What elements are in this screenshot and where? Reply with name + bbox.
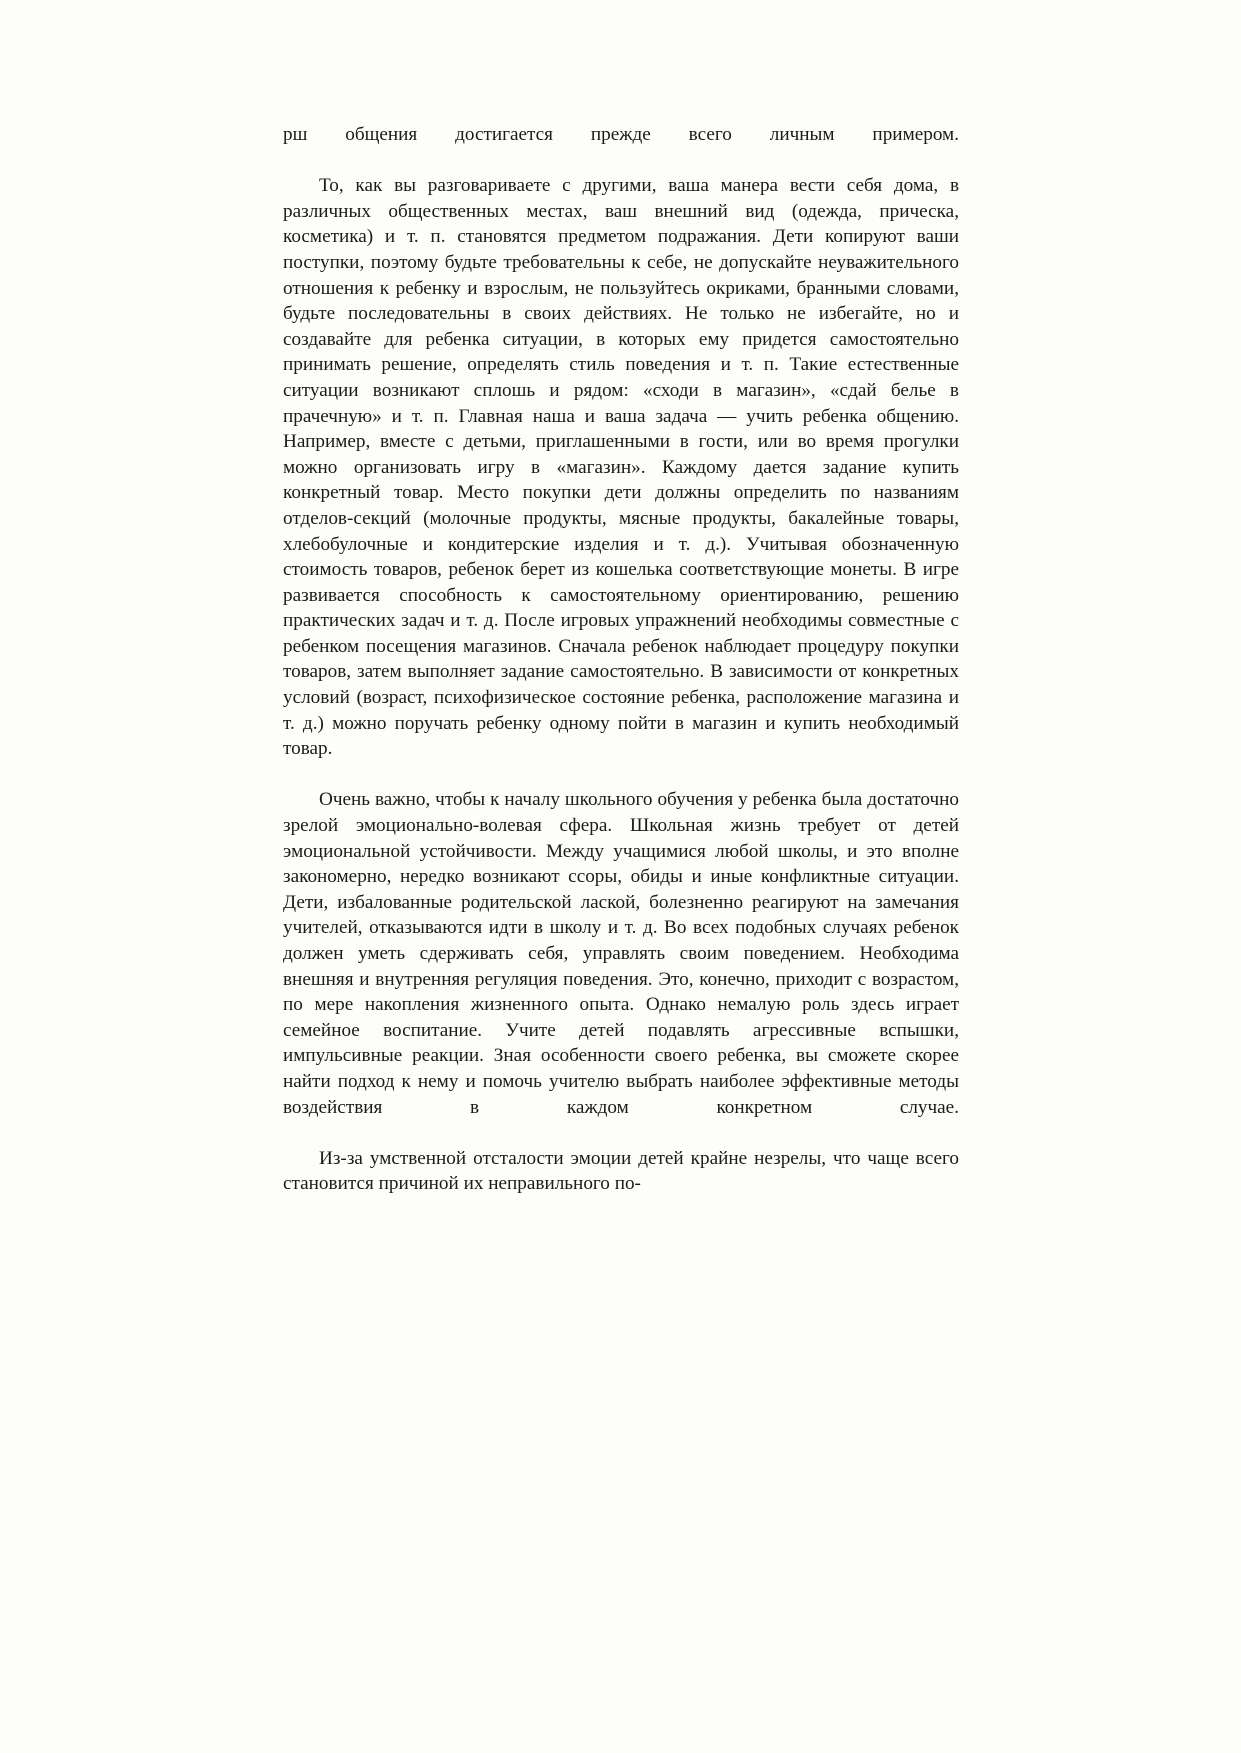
paragraph-continued: рш общения достигается прежде всего личным примером.: [283, 124, 959, 145]
paragraph-immaturity: Из-за умственной отсталости эмоции детей крайне незрелы, что чаще всего становится причиной их неправильного по-: [283, 1147, 959, 1195]
body-text-column: [283, 122, 959, 1197]
paragraph-imitation: То, как вы разговариваете с другими, ваша манера вести себя дома, в различных общественных местах, ваш внешний вид (одежда, прическа, косметика) и т. п. становятся предметом подражания. Дети копируют ваши поступки, поэтому будьте требовательны к себе, не допускайте неуважительного отношения к ребенку и взрослым, не пользуйтесь окриками, бранными словами, будьте последовательны в своих действиях. Не только не избегайте, но и создавайте для ребенка ситуации, в которых ему придется самостоятельно принимать решение, определять стиль поведения и т. п. Такие естественные ситуации возникают сплошь и рядом: «сходи в магазин», «сдай белье в прачечную» и т. п. Главная наша и ваша задача — учить ребенка общению. Например, вместе с детьми, приглашенными в гости, или во время прогулки можно организовать игру в «магазин». Каждому дается задание купить конкретный товар. Место покупки дети должны определить по названиям отделов-секций (молочные продукты, мясные продукты, бакалейные товары, хлебобулочные и кондитерские изделия и т. д.). Учитывая обозначенную стоимость товаров, ребенок берет из кошелька соответствующие монеты. В игре развивается способность к самостоятельному ориентированию, решению практических задач и т. д. После игровых упражнений необходимы совместные с ребенком посещения магазинов. Сначала ребенок наблюдает процедуру покупки товаров, затем выполняет задание самостоятельно. В зависимости от конкретных условий (возраст, психофизическое состояние ребенка, расположение магазина и т. д.) можно поручать ребенку одному пойти в магазин и купить необходимый товар.: [283, 175, 959, 760]
paragraph-emotional-maturity: Очень важно, чтобы к началу школьного обучения у ребенка была достаточно зрелой эмоционально-волевая сфера. Школьная жизнь требует от детей эмоциональной устойчивости. Между учащимися любой школы, и это вполне закономерно, нередко возникают ссоры, обиды и иные конфликтные ситуации. Дети, избалованные родительской лаской, болезненно реагируют на замечания учителей, отказываются идти в школу и т. д. Во всех подобных случаях ребенок должен уметь сдерживать себя, управлять своим поведением. Необходима внешняя и внутренняя регуляция поведения. Это, конечно, приходит с возрастом, по мере накопления жизненного опыта. Однако немалую роль здесь играет семейное воспитание. Учите детей подавлять агрессивные вспышки, импульсивные реакции. Зная особенности своего ребенка, вы сможете скорее найти подход к нему и помочь учителю выбрать наиболее эффективные методы воздействия в каждом конкретном случае.: [283, 789, 959, 1118]
